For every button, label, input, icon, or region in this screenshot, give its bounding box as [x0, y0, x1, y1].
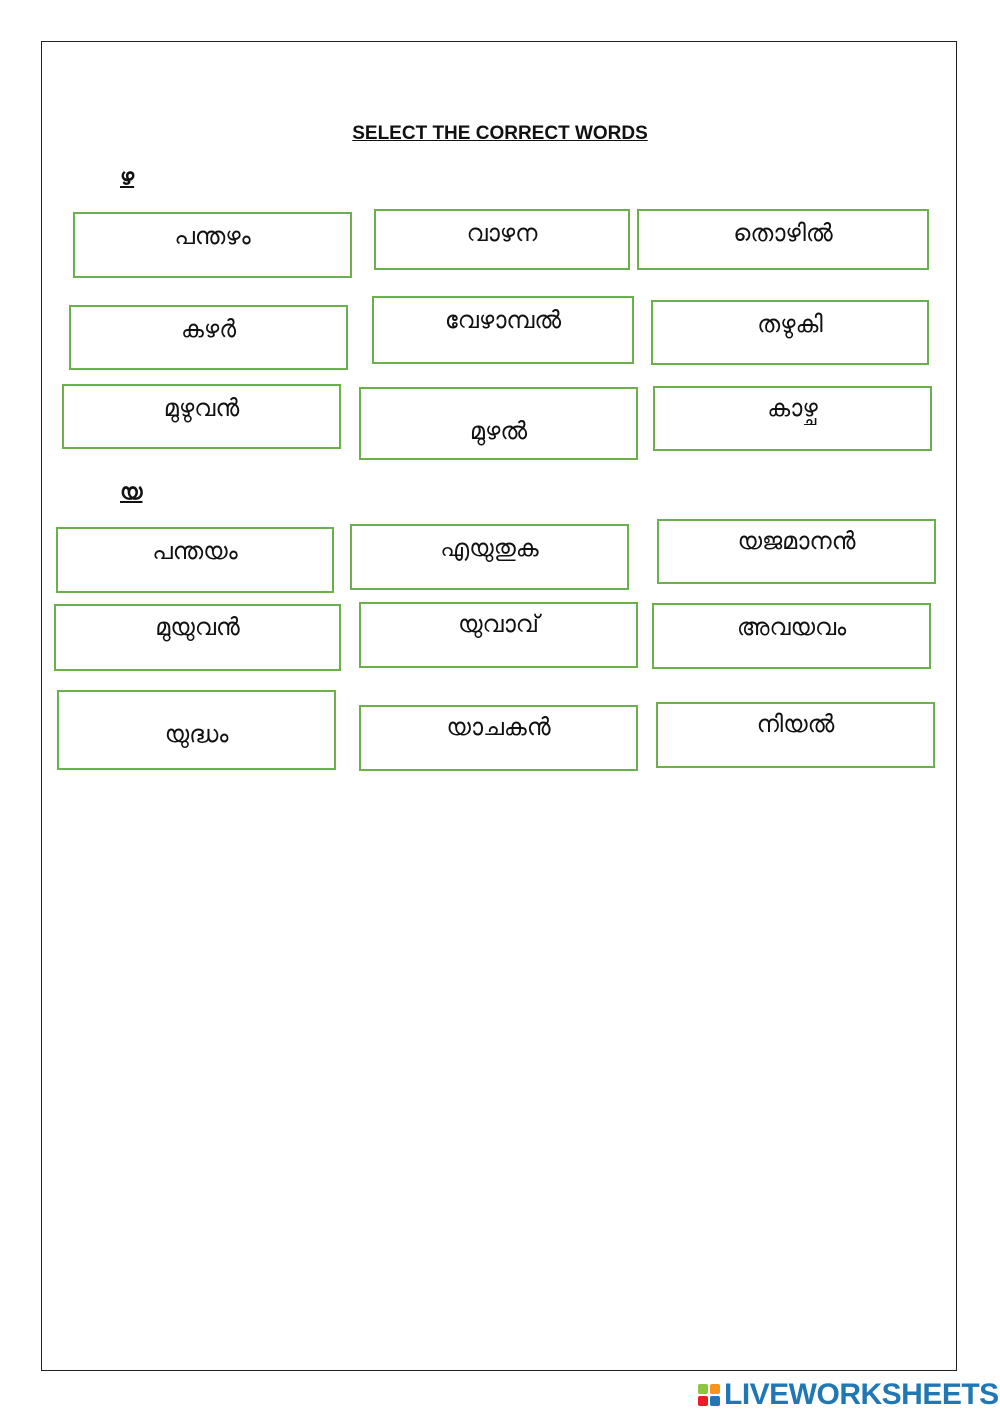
word-box[interactable] [359, 387, 638, 460]
word-box[interactable] [637, 209, 929, 270]
word-label: യുവാവ് [458, 610, 539, 638]
word-box[interactable] [372, 296, 634, 364]
word-label: പന്തയം [152, 537, 238, 565]
word-box[interactable] [69, 305, 348, 370]
page-title: SELECT THE CORRECT WORDS [352, 123, 648, 144]
word-label: യജമാനൻ [737, 527, 856, 555]
word-label: കഴർ [180, 315, 237, 343]
word-label: തൊഴിൽ [733, 219, 833, 247]
word-label: മുയുവൻ [155, 613, 240, 641]
word-label: തഴുകി [757, 310, 823, 338]
brand-text: LIVEWORKSHEETS [724, 1378, 999, 1411]
word-box[interactable] [73, 212, 352, 278]
liveworksheets-brand [698, 1378, 999, 1412]
word-label: മുഴൽ [469, 417, 528, 445]
section-letter-ya: യ [120, 480, 143, 505]
word-label: മുഴുവൻ [163, 394, 240, 422]
word-label: വേഴാമ്പൽ [444, 306, 562, 334]
section-letter-zha: ഴ [120, 165, 135, 190]
word-box[interactable] [57, 690, 336, 770]
word-box[interactable] [359, 602, 638, 668]
word-box[interactable] [359, 705, 638, 771]
word-label: യാചകൻ [446, 713, 551, 741]
word-box[interactable] [657, 519, 936, 584]
word-label: എയുതുക [440, 534, 539, 562]
word-label: യുദ്ധം [164, 720, 229, 748]
word-box[interactable] [656, 702, 935, 768]
word-box[interactable] [62, 384, 341, 449]
word-box[interactable] [652, 603, 931, 669]
word-label: അവയവം [736, 613, 847, 641]
word-box[interactable] [653, 386, 932, 451]
liveworksheets-logo-icon [698, 1384, 720, 1406]
word-label: പന്തഴം [174, 222, 251, 250]
word-box[interactable] [56, 527, 334, 593]
word-box[interactable] [350, 524, 629, 590]
word-box[interactable] [651, 300, 929, 365]
word-box[interactable] [54, 604, 341, 671]
word-label: വാഴന [466, 219, 538, 247]
word-box[interactable] [374, 209, 630, 270]
word-label: നിയൽ [756, 710, 835, 738]
word-label: കാഴ്ച [767, 394, 818, 422]
